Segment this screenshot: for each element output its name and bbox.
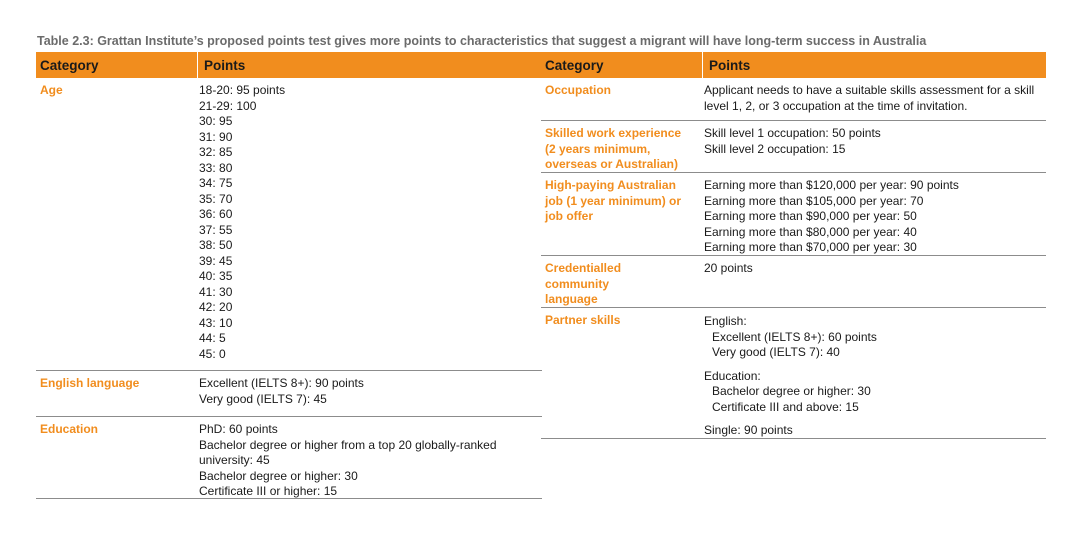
points-line: 40: 35 bbox=[199, 269, 233, 283]
category-age: Age bbox=[40, 83, 63, 97]
points-line: 34: 75 bbox=[199, 176, 233, 190]
points-line: 32: 85 bbox=[199, 145, 233, 159]
category-partner-skills: Partner skills bbox=[545, 313, 621, 327]
points-line: 36: 60 bbox=[199, 207, 233, 221]
row-english-language bbox=[36, 371, 542, 417]
points-line: 35: 70 bbox=[199, 191, 233, 206]
points-line: 38: 50 bbox=[199, 238, 233, 252]
points-line: Bachelor degree or higher from a top 20 globally-ranked university: 45 bbox=[199, 437, 497, 467]
points-high-paying-job bbox=[698, 173, 1046, 255]
points-line: Earning more than $105,000 per year: 70 bbox=[704, 193, 924, 208]
points-education bbox=[193, 417, 542, 498]
points-line: Certificate III or higher: 15 bbox=[199, 484, 338, 498]
points-line: Very good (IELTS 7): 40 bbox=[712, 345, 840, 359]
row-skilled-work-experience bbox=[541, 121, 1046, 173]
table-caption: Table 2.3: Grattan Institute’s proposed points test gives more points to characteristics that suggest a migrant will have long-term success in Australia bbox=[37, 34, 927, 48]
points-line: Earning more than $90,000 per year: 50 bbox=[704, 209, 917, 223]
table-header bbox=[36, 52, 542, 78]
points-line: 18-20: 95 points bbox=[199, 83, 286, 97]
table-header bbox=[541, 52, 1046, 78]
points-line: 30: 95 bbox=[199, 114, 233, 128]
row-occupation bbox=[541, 78, 1046, 121]
points-line: Skill level 2 occupation: 15 bbox=[704, 141, 846, 156]
category-english-language: English language bbox=[40, 376, 140, 390]
points-line: Earning more than $80,000 per year: 40 bbox=[704, 224, 917, 239]
points-line: 43: 10 bbox=[199, 315, 233, 330]
row-age bbox=[36, 78, 542, 371]
points-partner-skills bbox=[698, 308, 1046, 438]
points-table-right bbox=[541, 52, 1046, 439]
header-points: Points bbox=[702, 52, 1046, 78]
points-line: 44: 5 bbox=[199, 331, 226, 345]
partner-education-label: Education: bbox=[704, 368, 761, 383]
points-line: 31: 90 bbox=[199, 129, 233, 144]
points-line: Skill level 1 occupation: 50 points bbox=[704, 126, 881, 140]
header-points: Points bbox=[197, 52, 542, 78]
partner-single: Single: 90 points bbox=[704, 423, 793, 437]
points-line: 42: 20 bbox=[199, 300, 233, 314]
points-line: 45: 0 bbox=[199, 346, 226, 361]
header-category: Category bbox=[40, 57, 99, 73]
points-table-left bbox=[36, 52, 542, 499]
points-line: Excellent (IELTS 8+): 90 points bbox=[199, 376, 364, 390]
category-education: Education bbox=[40, 422, 99, 436]
category-skilled-work-experience: Skilled work experience (2 years minimum, overseas or Australian) bbox=[545, 126, 682, 172]
points-line: Excellent (IELTS 8+): 60 points bbox=[712, 329, 877, 344]
points-line: 33: 80 bbox=[199, 160, 233, 175]
row-credentialled-community-language bbox=[541, 256, 1046, 308]
category-occupation: Occupation bbox=[545, 83, 612, 97]
points-line: Earning more than $120,000 per year: 90 points bbox=[704, 178, 959, 192]
points-line: 21-29: 100 bbox=[199, 98, 257, 113]
points-line: Bachelor degree or higher: 30 bbox=[712, 384, 871, 398]
points-credentialled-community-language bbox=[698, 256, 1046, 307]
points-line: 39: 45 bbox=[199, 253, 233, 268]
row-partner-skills bbox=[541, 308, 1046, 439]
points-line: 41: 30 bbox=[199, 284, 233, 299]
points-line: 20 points bbox=[704, 261, 753, 275]
category-credentialled-community-language: Credentialled community language bbox=[545, 261, 622, 307]
points-line: Earning more than $70,000 per year: 30 bbox=[704, 240, 917, 254]
category-high-paying-job: High-paying Australian job (1 year minimum) or job offer bbox=[545, 178, 682, 224]
points-skilled-work-experience bbox=[698, 121, 1046, 172]
points-line: PhD: 60 points bbox=[199, 422, 278, 436]
points-line: Applicant needs to have a suitable skills assessment for a skill level 1, 2, or 3 occupation at the time of invitation. bbox=[704, 83, 1035, 113]
row-education bbox=[36, 417, 542, 499]
points-line: 37: 55 bbox=[199, 222, 233, 237]
points-occupation bbox=[698, 78, 1046, 120]
points-line: Certificate III and above: 15 bbox=[712, 399, 859, 414]
points-age bbox=[193, 78, 542, 370]
partner-english-label: English: bbox=[704, 314, 747, 328]
points-english-language bbox=[193, 371, 542, 416]
points-line: Very good (IELTS 7): 45 bbox=[199, 391, 327, 406]
row-high-paying-job bbox=[541, 173, 1046, 256]
points-line: Bachelor degree or higher: 30 bbox=[199, 468, 358, 483]
header-category: Category bbox=[545, 57, 604, 73]
